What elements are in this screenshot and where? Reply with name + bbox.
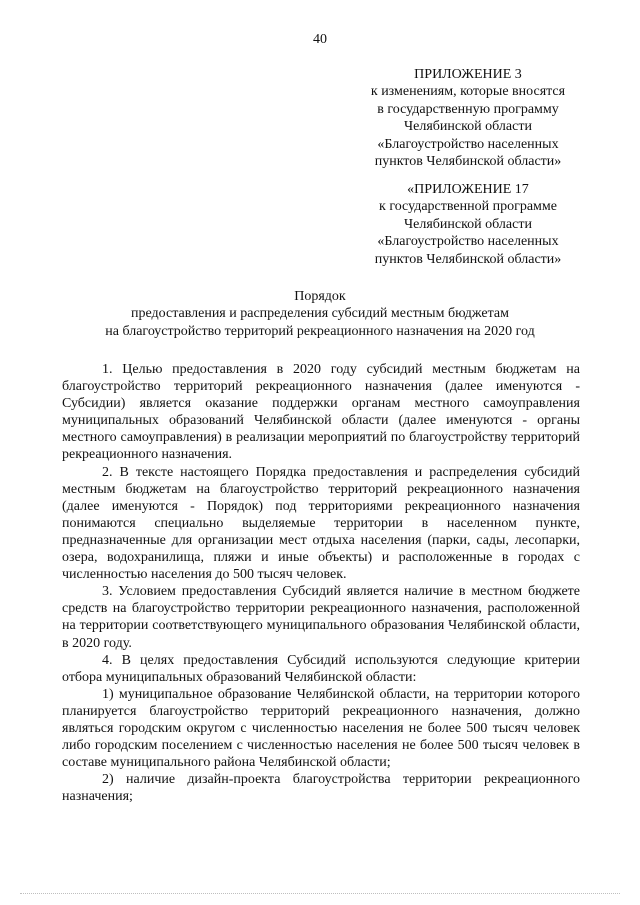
appendix-3-line: в государственную программу [377, 101, 559, 117]
paragraph: 4. В целях предоставления Субсидий используются следующие критерии отбора муниципальных образований Челябинской области: [62, 652, 580, 685]
title-line: Порядок [294, 289, 346, 304]
appendix-3-header [350, 66, 586, 170]
title-line: на благоустройство территорий рекреационного назначения на 2020 год [105, 323, 535, 339]
footer-divider [20, 893, 620, 894]
paragraph: 2. В тексте настоящего Порядка предоставления и распределения субсидий местным бюджетам на благоустройство территорий рекреационного назначения (далее именуются - Порядок) под территориями рекреационного назначения понимаются специально выделяемые территории в населенном пункте, предназначенные для организации мест отдыха населения (парки, сады, лесопарки, озера, водохранилища, пляжи и иные объекты) и расположенные в городах с численностью населения до 500 тысяч человек. [62, 464, 580, 583]
appendix-3-line: «Благоустройство населенных [377, 136, 559, 152]
appendix-3-line: Челябинской области [404, 119, 532, 135]
appendix-3-line: ПРИЛОЖЕНИЕ 3 [414, 67, 522, 82]
document-body [62, 361, 580, 805]
appendix-17-line: «Благоустройство населенных [377, 234, 559, 250]
appendix-17-line: Челябинской области [404, 216, 532, 232]
appendix-17-line: пунктов Челябинской области» [374, 251, 562, 267]
title-line: предоставления и распределения субсидий местным бюджетам [130, 306, 509, 322]
appendix-17-line: к государственной программе [379, 199, 557, 215]
paragraph: 1. Целью предоставления в 2020 году субсидий местным бюджетам на благоустройство территорий рекреационного назначения (далее именуются - Субсидии) является оказание поддержки органам местного самоуправления муниципальных образований Челябинской области (далее именуются - органы местного самоуправления) в реализации мероприятий по благоустройству территорий рекреационного назначения. [62, 362, 580, 463]
paragraph: 2) наличие дизайн-проекта благоустройства территории рекреационного назначения; [62, 772, 580, 805]
appendix-17-header [350, 181, 586, 268]
appendix-3-line: к изменениям, которые вносятся [370, 84, 566, 100]
page-number: 40 [313, 32, 327, 47]
paragraph: 3. Условием предоставления Субсидий является наличие в местном бюджете средств на благоустройство территории рекреационного назначения, расположенной на территории соответствующего муниципального образования Челябинской области, в 2020 году. [62, 584, 580, 651]
document-title [0, 288, 640, 340]
paragraph: 1) муниципальное образование Челябинской области, на территории которого планируется благоустройство территорий рекреационного назначения, должно являться городским округом с численностью населения не более 500 тысяч человек либо городским поселением с численностью населения не более 500 тысяч человек в составе муниципального района Челябинской области; [62, 686, 580, 771]
appendix-17-line: «ПРИЛОЖЕНИЕ 17 [407, 182, 529, 197]
appendix-3-line: пунктов Челябинской области» [374, 154, 562, 170]
